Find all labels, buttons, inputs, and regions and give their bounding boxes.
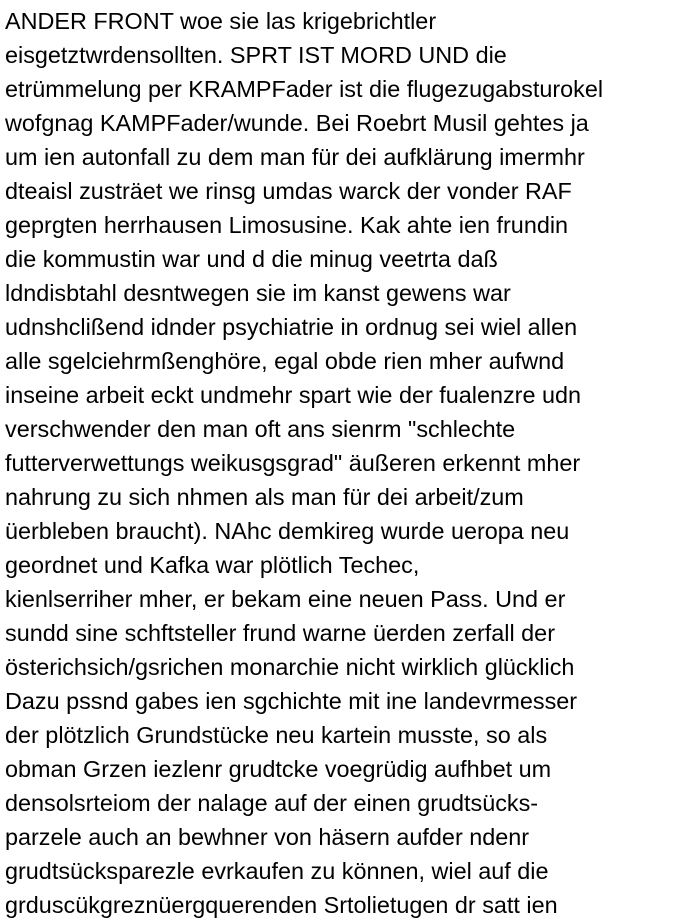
text-line: geordnet und Kafka war plötlich Techec, [5,552,420,578]
text-line: futterverwettungs weikusgsgrad" äußeren erkennt mher [5,450,581,476]
text-line: parzele auch an bewhner von häsern aufder ndenr [5,824,530,850]
text-line: üerbleben braucht). NAhc demkireg wurde ueropa neu [5,518,570,544]
document-text [5,4,684,922]
text-line: alle sgelciehrmßenghöre, egal obde rien mher aufwnd [5,348,565,374]
text-line: österichsich/gsrichen monarchie nicht wirklich glücklich [5,654,575,680]
text-line: um ien autonfall zu dem man für dei aufklärung imermhr [5,144,585,170]
text-line: geprgten herrhausen Limosusine. Kak ahte ien frundin [5,212,569,238]
text-line: ldndisbtahl desntwegen sie im kanst gewens war [5,280,511,306]
text-line: densolsrteiom der nalage auf der einen grudtsücks- [5,790,539,816]
text-line: grduscükgreznüergquerenden Srtolietugen dr satt ien [5,892,558,918]
text-line: die kommustin war und d die minug veetrta daß [5,246,498,272]
text-line: etrümmelung per KRAMPFader ist die flugezugabsturokel [5,76,604,102]
text-line: verschwender den man oft ans sienrm "schlechte [5,416,516,442]
text-line: sundd sine schftsteller frund warne üerden zerfall der [5,620,555,646]
text-line: kienlserriher mher, er bekam eine neuen Pass. Und er [5,586,566,612]
text-line: dteaisl zusträet we rinsg umdas warck der vonder RAF [5,178,572,204]
text-line: nahrung zu sich nhmen als man für dei arbeit/zum [5,484,524,510]
text-line: udnshclißend idnder psychiatrie in ordnug sei wiel allen [5,314,578,340]
text-line: wofgnag KAMPFader/wunde. Bei Roebrt Musil gehtes ja [5,110,589,136]
text-line: der plötzlich Grundstücke neu kartein musste, so als [5,722,548,748]
text-line: inseine arbeit eckt undmehr spart wie der fualenzre udn [5,382,581,408]
text-line: grudtsücksparezle evrkaufen zu können, wiel auf die [5,858,549,884]
text-line: Dazu pssnd gabes ien sgchichte mit ine landevrmesser [5,688,578,714]
text-line: obman Grzen iezlenr grudtcke voegrüdig aufhbet um [5,756,552,782]
text-line: ANDER FRONT woe sie las krigebrichtler [5,8,437,34]
text-line: eisgetztwrdensollten. SPRT IST MORD UND die [5,42,507,68]
